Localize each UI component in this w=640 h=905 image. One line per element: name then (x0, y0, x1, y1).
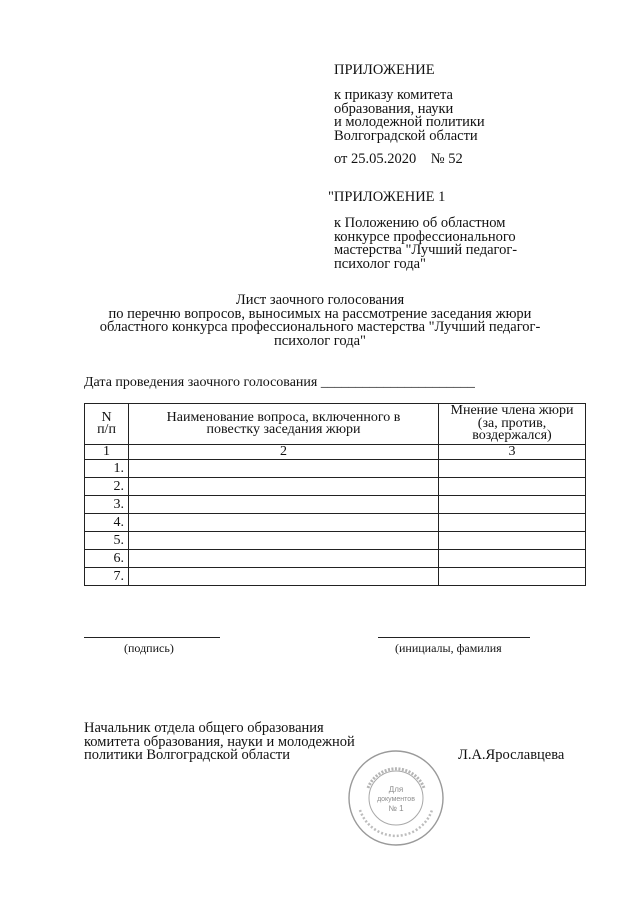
appendix-title: ПРИЛОЖЕНИЕ (334, 62, 435, 78)
stamp-text: документов (377, 796, 415, 803)
header-opinion: Мнение члена жюри (за, против, воздержался) (439, 404, 586, 445)
title-line: областного конкурса профессионального мастерства "Лучший педагог- (99, 319, 541, 335)
row-number: 6. (85, 550, 129, 568)
table-row (85, 460, 586, 478)
row-number: 7. (85, 568, 129, 586)
title-line: психолог года" (274, 332, 366, 349)
opinion-cell[interactable] (439, 532, 586, 550)
opinion-cell[interactable] (439, 514, 586, 532)
table-row (85, 550, 586, 568)
header-question: Наименование вопроса, включенного в повестку заседания жюри (129, 404, 439, 445)
opinion-cell[interactable] (439, 550, 586, 568)
order-date: от 25.05.2020 № 52 (334, 151, 463, 167)
regulation-line: психолог года" (334, 255, 426, 272)
vote-date-blank: ______________________ (320, 375, 475, 390)
stamp-text: Для (388, 785, 404, 794)
question-cell[interactable] (129, 532, 439, 550)
appendix1-title: "ПРИЛОЖЕНИЕ 1 (328, 189, 446, 205)
voting-table (84, 403, 586, 586)
opinion-cell[interactable] (439, 460, 586, 478)
position-line: Начальник отдела общего образования (84, 720, 324, 736)
order-reference (334, 89, 485, 143)
table-row (85, 568, 586, 586)
question-cell[interactable] (129, 568, 439, 586)
question-cell[interactable] (129, 514, 439, 532)
row-number: 1. (85, 460, 129, 478)
question-cell[interactable] (129, 478, 439, 496)
regulation-line: к Положению об областном (334, 215, 506, 231)
stamp-ring-text-decoration (360, 810, 432, 836)
regulation-line: мастерства "Лучший педагог- (334, 242, 518, 258)
table-header-row (85, 404, 586, 445)
signatory-name: Л.А.Ярославцева (458, 747, 565, 763)
official-stamp (346, 748, 446, 848)
document-title (60, 294, 580, 348)
opinion-cell[interactable] (439, 568, 586, 586)
row-number: 4. (85, 514, 129, 532)
row-number: 3. (85, 496, 129, 514)
order-line: образования, науки (334, 100, 454, 117)
column-number: 3 (439, 445, 586, 460)
signature-caption: (подпись) (124, 641, 174, 655)
stamp-text: № 1 (388, 804, 404, 813)
signature-line[interactable] (84, 637, 220, 638)
regulation-line: конкурсе профессионального (334, 228, 516, 245)
name-caption: (инициалы, фамилия (395, 641, 502, 655)
order-line: и молодежной политики (334, 114, 485, 130)
table-row (85, 532, 586, 550)
opinion-cell[interactable] (439, 496, 586, 514)
opinion-cell[interactable] (439, 478, 586, 496)
title-line: Лист заочного голосования (235, 292, 405, 308)
column-number: 2 (129, 445, 439, 460)
vote-date-label: Дата проведения заочного голосования (84, 375, 318, 390)
question-cell[interactable] (129, 550, 439, 568)
table-row (85, 514, 586, 532)
table-row (85, 478, 586, 496)
title-line: по перечню вопросов, выносимых на рассмотрение заседания жюри (108, 305, 532, 322)
position-line: политики Волгоградской области (84, 747, 291, 763)
table-row (85, 496, 586, 514)
signatory-position (84, 722, 355, 763)
position-line: комитета образования, науки и молодежной (84, 733, 355, 750)
name-line[interactable] (378, 637, 530, 638)
question-cell[interactable] (129, 496, 439, 514)
column-number: 1 (85, 445, 129, 460)
row-number: 2. (85, 478, 129, 496)
column-number-row (85, 445, 586, 460)
order-line: Волгоградской области (334, 127, 478, 144)
header-number: N п/п (85, 404, 129, 445)
question-cell[interactable] (129, 460, 439, 478)
vote-date-row (84, 376, 475, 390)
order-line: к приказу комитета (334, 87, 453, 103)
regulation-reference (334, 217, 517, 271)
row-number: 5. (85, 532, 129, 550)
